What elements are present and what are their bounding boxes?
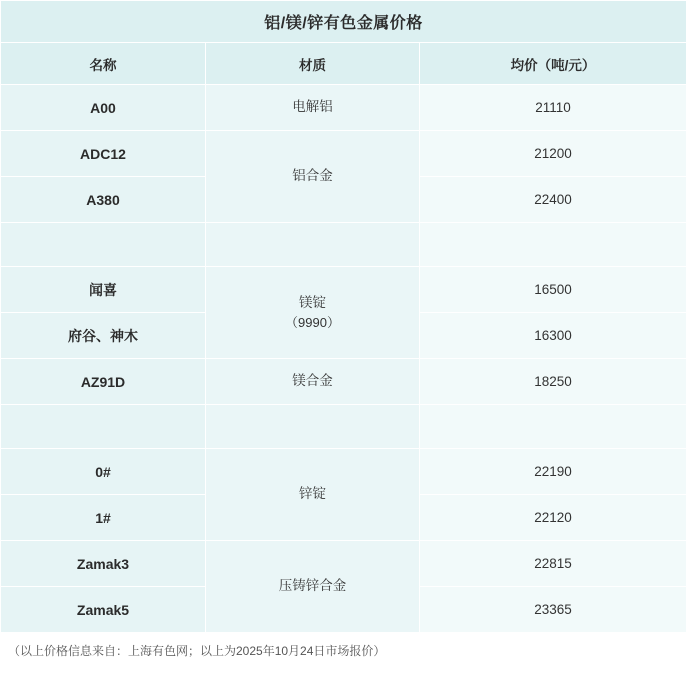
table-row [1,541,686,587]
row-price: 22120 [420,495,686,541]
row-price: 18250 [420,359,686,405]
row-name: Zamak5 [1,587,206,633]
group-spacer-row [1,405,686,449]
row-price: 22815 [420,541,686,587]
row-price: 23365 [420,587,686,633]
table-header-row [1,43,686,85]
row-name: 府谷、神木 [1,313,206,359]
row-price: 22400 [420,177,686,223]
row-price: 21200 [420,131,686,177]
row-name: Zamak3 [1,541,206,587]
table-title-row [1,1,686,43]
spacer-cell-price [420,405,686,449]
spacer-cell-name [1,223,206,267]
row-material: 压铸锌合金 [206,541,420,633]
row-material: 电解铝 [206,85,420,131]
page-title: 铝/镁/锌有色金属价格 [1,1,686,43]
spacer-cell-material [206,223,420,267]
row-material-sub: （9990） [285,314,340,330]
row-name: A00 [1,85,206,131]
spacer-cell-price [420,223,686,267]
row-price: 22190 [420,449,686,495]
row-name: 1# [1,495,206,541]
spacer-cell-material [206,405,420,449]
table-row [1,131,686,177]
spacer-cell-name [1,405,206,449]
table-row [1,449,686,495]
row-price: 21110 [420,85,686,131]
row-material-main: 镁锭 [299,294,326,310]
row-name: A380 [1,177,206,223]
row-material [206,267,420,359]
row-price: 16500 [420,267,686,313]
table-row [1,359,686,405]
row-name: AZ91D [1,359,206,405]
row-name: ADC12 [1,131,206,177]
table-row [1,267,686,313]
row-name: 0# [1,449,206,495]
group-spacer-row [1,223,686,267]
source-footnote: （以上价格信息来自：上海有色网；以上为2025年10月24日市场报价） [8,644,386,658]
column-header-name: 名称 [1,43,206,85]
row-material: 镁合金 [206,359,420,405]
row-name: 闻喜 [1,267,206,313]
row-material: 锌锭 [206,449,420,541]
column-header-average-price: 均价（吨/元） [420,43,686,85]
table-row [1,85,686,131]
column-header-material: 材质 [206,43,420,85]
row-price: 16300 [420,313,686,359]
row-material: 铝合金 [206,131,420,223]
